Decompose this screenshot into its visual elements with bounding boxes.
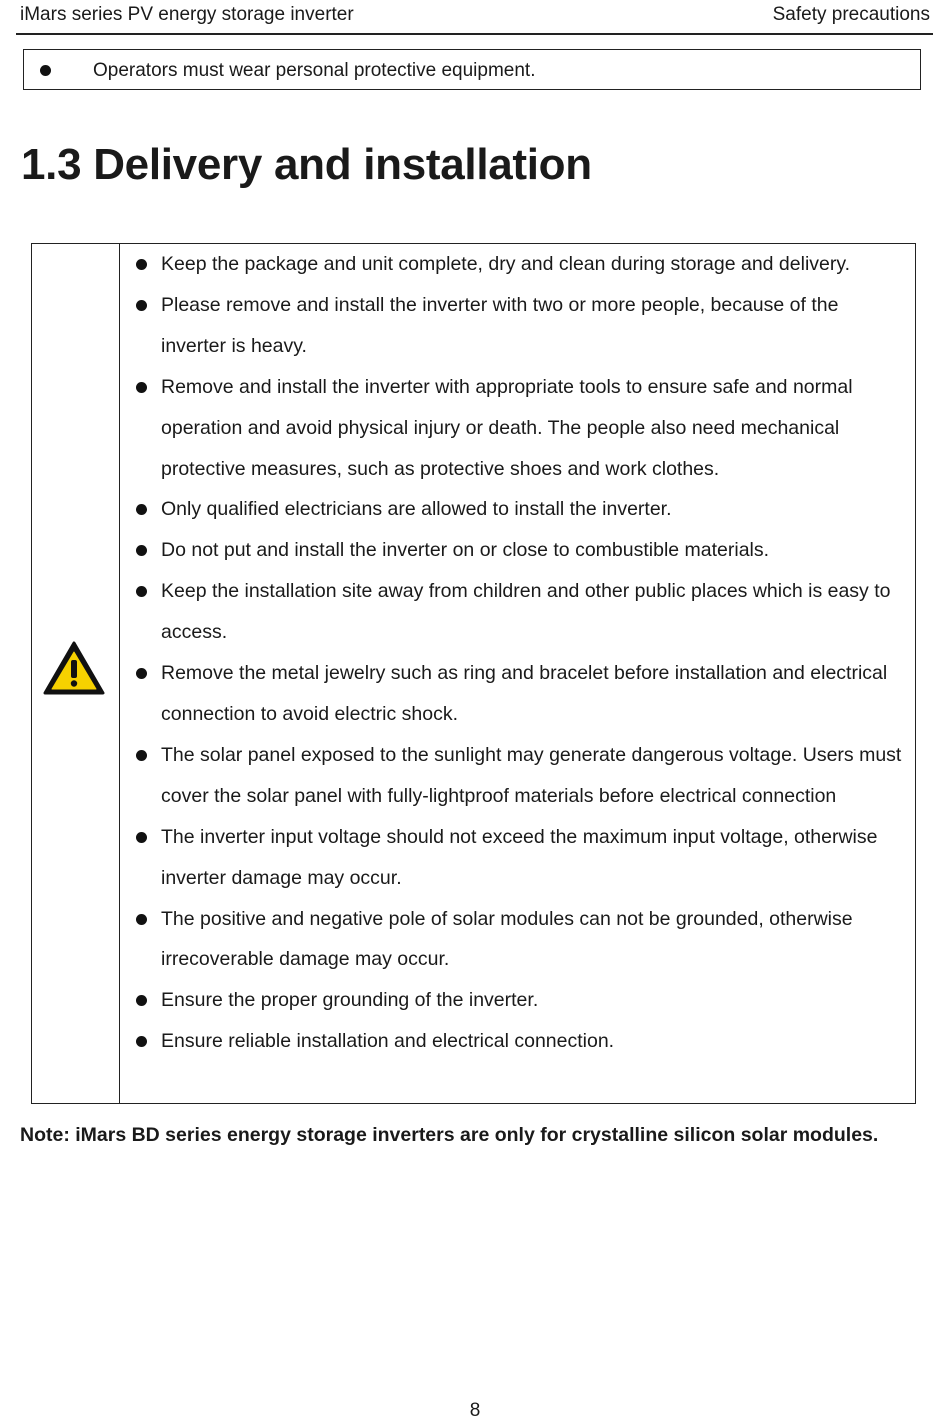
warning-list-item: Keep the package and unit complete, dry and clean during storage and delivery. — [119, 244, 915, 285]
ppe-note-text: Operators must wear personal protective equipment. — [93, 60, 536, 81]
header-divider — [16, 33, 933, 35]
page-number: 8 — [469, 1400, 481, 1421]
warning-list-item: Please remove and install the inverter with two or more people, because of the inverter is heavy. — [119, 285, 915, 367]
warning-list-item: Ensure reliable installation and electrical connection. — [119, 1021, 915, 1062]
warning-list-item: Remove the metal jewelry such as ring and bracelet before installation and electrical connection to avoid electric shock. — [119, 653, 915, 735]
header-document-title: iMars series PV energy storage inverter — [20, 4, 354, 25]
warning-list-item: Ensure the proper grounding of the inverter. — [119, 980, 915, 1021]
bullet-icon — [40, 65, 51, 76]
warning-list — [119, 244, 915, 1062]
warning-list-item: Remove and install the inverter with appropriate tools to ensure safe and normal operation and avoid physical injury or death. The people also need mechanical protective measures, such as protective shoes and work clothes. — [119, 367, 915, 490]
warning-list-item: The positive and negative pole of solar modules can not be grounded, otherwise irrecoverable damage may occur. — [119, 899, 915, 981]
header-section-name: Safety precautions — [772, 4, 930, 25]
warning-list-item: Only qualified electricians are allowed to install the inverter. — [119, 489, 915, 530]
ppe-note-box — [23, 49, 921, 90]
warning-list-item: The solar panel exposed to the sunlight may generate dangerous voltage. Users must cover the solar panel with fully-lightproof materials before electrical connection — [119, 735, 915, 817]
note-text: Note: iMars BD series energy storage inverters are only for crystalline silicon solar modules. — [20, 1124, 879, 1146]
warning-list-item: Keep the installation site away from children and other public places which is easy to access. — [119, 571, 915, 653]
warning-list-item: The inverter input voltage should not exceed the maximum input voltage, otherwise inverter damage may occur. — [119, 817, 915, 899]
warning-list-item: Do not put and install the inverter on or close to combustible materials. — [119, 530, 915, 571]
section-title: 1.3 Delivery and installation — [21, 140, 592, 189]
warning-triangle-icon — [43, 641, 105, 696]
warning-table — [31, 243, 916, 1104]
